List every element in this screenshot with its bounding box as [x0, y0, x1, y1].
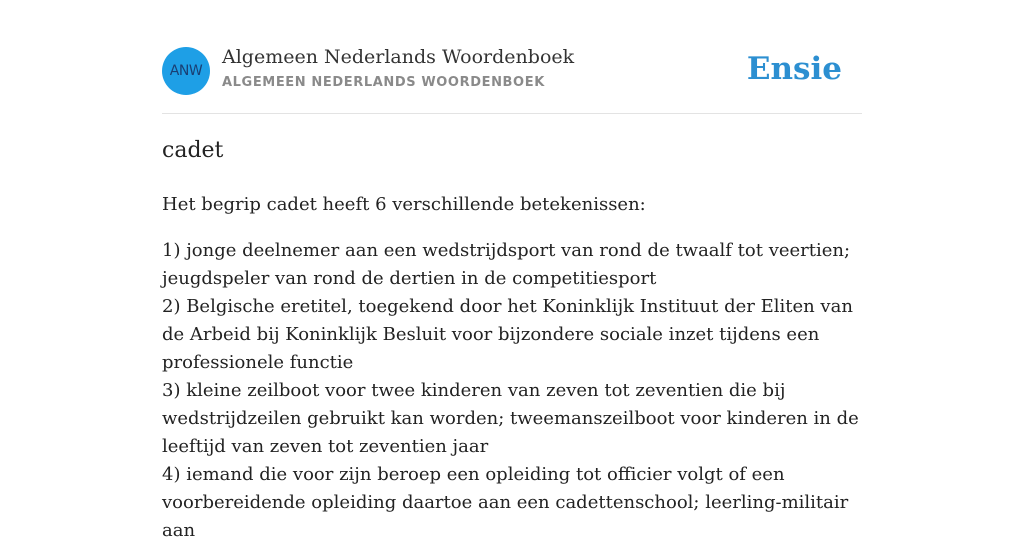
definition-item: 1) jonge deelnemer aan een wedstrijdsport van rond de twaalf tot veertien; jeugdspeler van rond de dertien in de competitiesport: [162, 240, 851, 289]
ensie-brand-link[interactable]: Ensie: [746, 51, 842, 87]
site-title[interactable]: Algemeen Nederlands Woordenboek: [222, 46, 575, 68]
anw-logo[interactable]: [162, 47, 210, 95]
entry-intro: Het begrip cadet heeft 6 verschillende betekenissen:: [162, 194, 646, 215]
header-divider: [162, 113, 862, 114]
logo-text: ANW: [169, 63, 203, 79]
definition-item: 3) kleine zeilboot voor twee kinderen van zeven tot zeventien die bij wedstrijdzeilen gebruikt kan worden; tweemanszeilboot voor kinderen in de leeftijd van zeven tot zeventien jaar: [162, 380, 859, 457]
definition-item: 4) iemand die voor zijn beroep een opleiding tot officier volgt of een voorbereidende opleiding daartoe aan een cadettenschool; leerling-militair aan: [162, 464, 849, 541]
definition-list: [162, 237, 862, 545]
site-subtitle: ALGEMEEN NEDERLANDS WOORDENBOEK: [222, 75, 545, 90]
definition-item: 2) Belgische eretitel, toegekend door het Koninklijk Instituut der Eliten van de Arbeid bij Koninklijk Besluit voor bijzondere sociale inzet tijdens een professionele functie: [162, 296, 853, 373]
entry-word: cadet: [162, 138, 224, 163]
site-header: [162, 46, 862, 96]
